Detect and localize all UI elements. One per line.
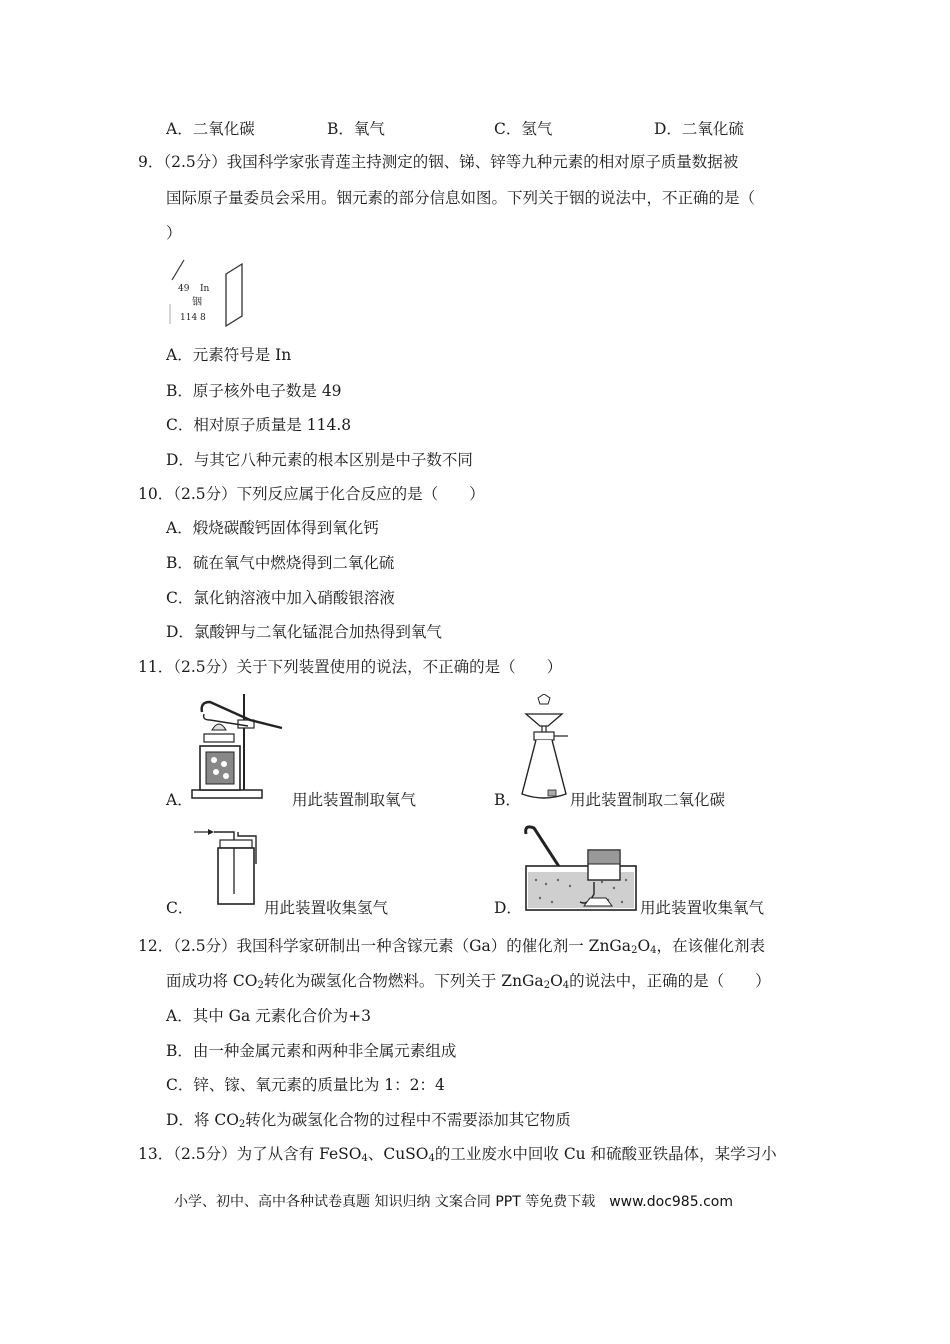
tile-atomic-number: 49 xyxy=(178,284,190,294)
q11-option-a-label: A． xyxy=(166,791,193,809)
tile-name: 铟 xyxy=(192,297,202,308)
q13-stem-line1: 13．（2.5分）为了从含有 FeSO$_4$、CuSO$_4$的工业废水中回收 Cu 和硫酸亚铁晶体，某学习小 xyxy=(138,1145,777,1164)
q12-option-b: B．由一种金属元素和两种非全属元素组成 xyxy=(166,1042,457,1060)
q10-stem: 10．（2.5分）下列反应属于化合反应的是（ ） xyxy=(138,485,485,503)
q11-option-c-label: C． xyxy=(166,899,194,917)
apparatus-b-co2-generation xyxy=(518,694,570,804)
q9-stem-line1: 9．（2.5分）我国科学家张青莲主持测定的铟、锑、锌等九种元素的相对原子质量数据被 xyxy=(138,153,739,171)
q11-option-a-text: 用此装置制取氧气 xyxy=(292,791,417,809)
q11-option-b-text: 用此装置制取二氧化碳 xyxy=(570,791,726,809)
indium-element-tile xyxy=(166,258,248,328)
q8-option-b: B．氧气 xyxy=(327,120,385,138)
q9-stem-line2: 国际原子量委员会采用。铟元素的部分信息如图。下列关于铟的说法中，不正确的是（ xyxy=(166,189,756,207)
q8-option-c: C．氢气 xyxy=(494,120,553,138)
q10-option-c: C．氯化钠溶液中加入硝酸银溶液 xyxy=(166,589,395,607)
q9-option-c: C．相对原子质量是 114.8 xyxy=(166,416,352,434)
q12-option-a: A．其中 Ga 元素化合价为+3 xyxy=(166,1007,372,1025)
q9-option-d: D．与其它八种元素的根本区别是中子数不同 xyxy=(166,451,473,469)
q8-option-d: D．二氧化硫 xyxy=(654,120,744,138)
q11-option-c-text: 用此装置收集氢气 xyxy=(264,899,389,917)
q12-stem-line2: 面成功将 $CO_2$转化为碳氢化合物燃料。下列关于 $ZnGa_2O_4$的说法中，正确的是（ ） xyxy=(166,972,771,991)
q8-option-a: A．二氧化碳 xyxy=(166,120,255,138)
apparatus-d-oxygen-collection xyxy=(522,822,638,912)
q11-option-d-text: 用此装置收集氧气 xyxy=(640,899,765,917)
q12-stem-line1: 12．（2.5分）我国科学家研制出一种含镓元素（Ga）的催化剂一 $ZnGa_2O_4$，在该催化剂表 xyxy=(138,937,766,956)
q12-option-d: D．将 $CO_2$转化为碳氢化合物的过程中不需要添加其它物质 xyxy=(166,1111,571,1130)
page-footer: 小学、初中、高中各种试卷真题 知识归纳 文案合同 PPT 等免费下载 www.doc985.com xyxy=(174,1194,733,1210)
q11-option-b-label: B． xyxy=(494,791,521,809)
tile-symbol: In xyxy=(200,284,210,294)
apparatus-a-oxygen-generation xyxy=(190,690,290,802)
q9-option-b: B．原子核外电子数是 49 xyxy=(166,382,342,400)
q10-option-a: A．煅烧碳酸钙固体得到氧化钙 xyxy=(166,519,379,537)
q11-option-d-label: D． xyxy=(494,899,522,917)
apparatus-c-hydrogen-collection xyxy=(192,824,264,908)
q10-option-b: B．硫在氧气中燃烧得到二氧化硫 xyxy=(166,554,395,572)
tile-mass: 114 8 xyxy=(180,313,206,323)
q9-option-a: A．元素符号是 In xyxy=(166,346,292,364)
q12-option-c: C．锌、镓、氧元素的质量比为 1：2：4 xyxy=(166,1076,445,1094)
q10-option-d: D．氯酸钾与二氧化锰混合加热得到氧气 xyxy=(166,623,442,641)
q9-stem-line3: ） xyxy=(166,224,182,242)
q11-stem: 11．（2.5分）关于下列装置使用的说法，不正确的是（ ） xyxy=(138,658,563,676)
